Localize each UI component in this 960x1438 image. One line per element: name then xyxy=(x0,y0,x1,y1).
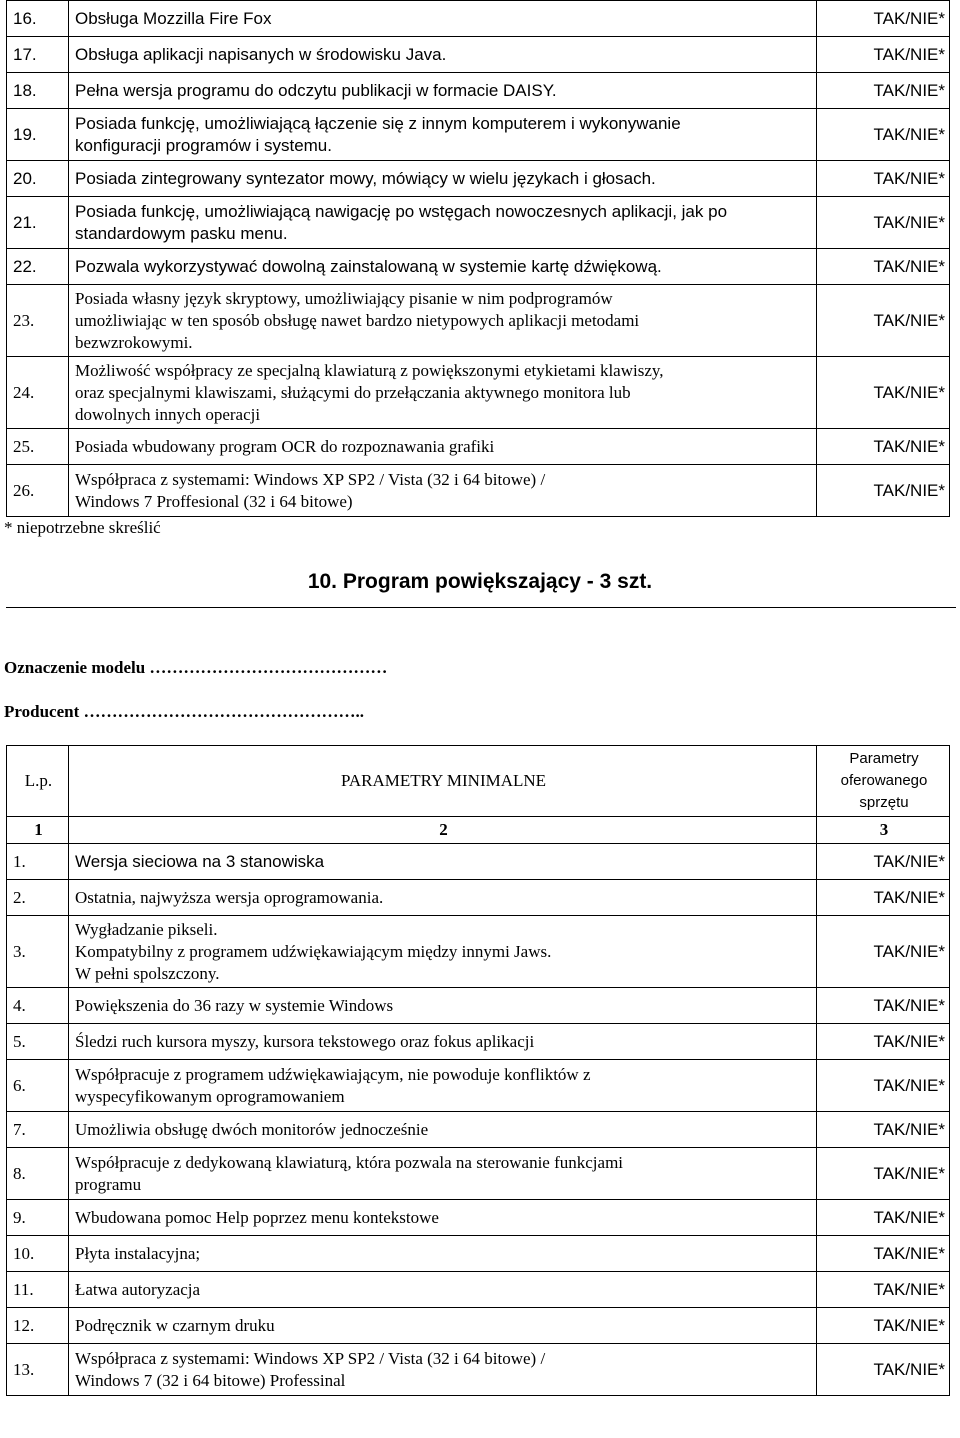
description-line: Podręcznik w czarnym druku xyxy=(75,1315,275,1335)
description-line: W pełni spolszczony. xyxy=(75,963,220,983)
row-number: 4. xyxy=(7,988,69,1024)
row-number: 24. xyxy=(7,357,69,429)
table-row xyxy=(7,1344,950,1396)
producer-label: Producent xyxy=(4,702,80,721)
row-value: TAK/NIE* xyxy=(817,988,950,1024)
table-row xyxy=(7,109,950,161)
description-line: dowolnych innych operacji xyxy=(75,404,261,424)
row-value: TAK/NIE* xyxy=(817,161,950,197)
row-number: 6. xyxy=(7,1060,69,1112)
description-line: oraz specjalnymi klawiszami, służącymi do przełączania aktywnego monitora lub xyxy=(75,382,631,402)
row-description xyxy=(69,465,817,517)
header-offered-line: sprzętu xyxy=(859,794,909,811)
description-line: Współpracuje z programem udźwiękawiającym, nie powoduje konfliktów z xyxy=(75,1064,591,1084)
row-number: 26. xyxy=(7,465,69,517)
header-lp: L.p. xyxy=(7,746,69,817)
description-line: Współpracuje z dedykowaną klawiaturą, która pozwala na sterowanie funkcjami xyxy=(75,1152,624,1172)
column-number-row xyxy=(7,817,950,844)
row-description xyxy=(69,109,817,161)
row-description xyxy=(69,357,817,429)
description-line: Wbudowana pomoc Help poprzez menu kontekstowe xyxy=(75,1207,439,1227)
table-row xyxy=(7,1,950,37)
row-number: 21. xyxy=(7,197,69,249)
row-description xyxy=(69,1344,817,1396)
table-row xyxy=(7,249,950,285)
description-line: Możliwość współpracy ze specjalną klawiaturą z powiększonymi etykietami klawiszy, xyxy=(75,360,664,380)
table-row xyxy=(7,429,950,465)
row-description xyxy=(69,1308,817,1344)
row-number: 13. xyxy=(7,1344,69,1396)
row-value: TAK/NIE* xyxy=(817,1272,950,1308)
description-line: Wygładzanie pikseli. xyxy=(75,919,218,939)
description-line: Umożliwia obsługę dwóch monitorów jednocześnie xyxy=(75,1119,429,1139)
table-row xyxy=(7,1060,950,1112)
row-number: 10. xyxy=(7,1236,69,1272)
row-value: TAK/NIE* xyxy=(817,1200,950,1236)
table-row xyxy=(7,37,950,73)
row-number: 17. xyxy=(7,37,69,73)
description-line: umożliwiając w ten sposób obsługę nawet bardzo nietypowych aplikacji metodami xyxy=(75,310,640,330)
description-line: Windows 7 (32 i 64 bitowe) Professinal xyxy=(75,1370,346,1390)
row-value: TAK/NIE* xyxy=(817,285,950,357)
row-description xyxy=(69,916,817,988)
row-description xyxy=(69,1112,817,1148)
description-line: Płyta instalacyjna; xyxy=(75,1243,201,1263)
section-title: 10. Program powiększający - 3 szt. xyxy=(307,570,653,593)
table-row xyxy=(7,1200,950,1236)
row-description xyxy=(69,880,817,916)
row-description xyxy=(69,197,817,249)
row-number: 5. xyxy=(7,1024,69,1060)
description-line: Posiada własny język skryptowy, umożliwiający pisanie w nim podprogramów xyxy=(75,288,613,308)
row-description xyxy=(69,988,817,1024)
row-value: TAK/NIE* xyxy=(817,1344,950,1396)
row-value: TAK/NIE* xyxy=(817,1024,950,1060)
description-line: Posiada funkcję, umożliwiającą nawigację po wstęgach nowoczesnych aplikacji, jak po xyxy=(75,201,728,221)
description-line: Łatwa autoryzacja xyxy=(75,1279,201,1299)
table-row xyxy=(7,1148,950,1200)
description-line: Windows 7 Proffesional (32 i 64 bitowe) xyxy=(75,491,353,511)
row-description xyxy=(69,161,817,197)
row-description xyxy=(69,249,817,285)
description-line: bezwzrokowymi. xyxy=(75,332,193,352)
description-line: Posiada wbudowany program OCR do rozpoznawania grafiki xyxy=(75,436,495,456)
row-description xyxy=(69,73,817,109)
table-row xyxy=(7,1236,950,1272)
row-value: TAK/NIE* xyxy=(817,465,950,517)
model-field xyxy=(4,657,960,701)
producer-field xyxy=(4,701,960,745)
producer-dots: ………………………………………….. xyxy=(79,702,364,721)
row-number: 23. xyxy=(7,285,69,357)
table-row xyxy=(7,1308,950,1344)
description-line: Pozwala wykorzystywać dowolną zainstalowaną w systemie kartę dźwiękową. xyxy=(75,256,662,276)
column-number: 3 xyxy=(817,817,950,844)
description-line: konfiguracji programów i systemu. xyxy=(75,135,332,155)
description-line: programu xyxy=(75,1174,142,1194)
description-line: Posiada zintegrowany syntezator mowy, mówiący w wielu językach i głosach. xyxy=(75,168,656,188)
requirements-table-2-body xyxy=(7,844,950,1396)
description-line: Obsługa Mozzilla Fire Fox xyxy=(75,8,272,28)
row-value: TAK/NIE* xyxy=(817,880,950,916)
row-description xyxy=(69,1200,817,1236)
column-number: 1 xyxy=(7,817,69,844)
table-row xyxy=(7,916,950,988)
table-row xyxy=(7,465,950,517)
row-description xyxy=(69,1,817,37)
row-description xyxy=(69,1148,817,1200)
row-number: 2. xyxy=(7,880,69,916)
row-value: TAK/NIE* xyxy=(817,1148,950,1200)
description-line: Śledzi ruch kursora myszy, kursora tekstowego oraz fokus aplikacji xyxy=(75,1031,535,1051)
row-number: 18. xyxy=(7,73,69,109)
footnote: * niepotrzebne skreślić xyxy=(4,518,161,537)
table-row xyxy=(7,1112,950,1148)
row-number: 19. xyxy=(7,109,69,161)
row-number: 11. xyxy=(7,1272,69,1308)
table-row xyxy=(7,1024,950,1060)
description-line: Powiększenia do 36 razy w systemie Windows xyxy=(75,995,394,1015)
header-offered-line: oferowanego xyxy=(840,772,928,789)
description-line: standardowym pasku menu. xyxy=(75,223,288,243)
row-number: 22. xyxy=(7,249,69,285)
row-number: 9. xyxy=(7,1200,69,1236)
row-number: 20. xyxy=(7,161,69,197)
table-row xyxy=(7,880,950,916)
header-offered-line: Parametry xyxy=(849,750,919,767)
row-description xyxy=(69,1272,817,1308)
row-number: 12. xyxy=(7,1308,69,1344)
table-row xyxy=(7,357,950,429)
table-row xyxy=(7,285,950,357)
row-value: TAK/NIE* xyxy=(817,1,950,37)
description-line: wyspecyfikowanym oprogramowaniem xyxy=(75,1086,345,1106)
table-row xyxy=(7,197,950,249)
row-description xyxy=(69,285,817,357)
description-line: Pełna wersja programu do odczytu publikacji w formacie DAISY. xyxy=(75,80,557,100)
row-value: TAK/NIE* xyxy=(817,109,950,161)
table-row xyxy=(7,844,950,880)
header-params: PARAMETRY MINIMALNE xyxy=(69,746,817,817)
description-line: Wersja sieciowa na 3 stanowiska xyxy=(75,851,325,871)
description-line: Współpraca z systemami: Windows XP SP2 / Vista (32 i 64 bitowe) / xyxy=(75,469,546,489)
table-row xyxy=(7,988,950,1024)
row-number: 16. xyxy=(7,1,69,37)
requirements-table-2 xyxy=(6,745,950,1396)
requirements-table-1 xyxy=(6,0,950,517)
blank-frame xyxy=(6,607,956,657)
row-value: TAK/NIE* xyxy=(817,1308,950,1344)
row-value: TAK/NIE* xyxy=(817,73,950,109)
row-value: TAK/NIE* xyxy=(817,1060,950,1112)
row-value: TAK/NIE* xyxy=(817,916,950,988)
row-value: TAK/NIE* xyxy=(817,429,950,465)
description-line: Kompatybilny z programem udźwiękawiającym między innymi Jaws. xyxy=(75,941,552,961)
description-line: Ostatnia, najwyższa wersja oprogramowania. xyxy=(75,887,384,907)
row-value: TAK/NIE* xyxy=(817,197,950,249)
row-number: 8. xyxy=(7,1148,69,1200)
row-description xyxy=(69,429,817,465)
column-number: 2 xyxy=(69,817,817,844)
row-number: 25. xyxy=(7,429,69,465)
model-label: Oznaczenie modelu xyxy=(4,658,146,677)
row-number: 1. xyxy=(7,844,69,880)
row-description xyxy=(69,1060,817,1112)
requirements-table-1-body xyxy=(7,1,950,517)
row-description xyxy=(69,844,817,880)
row-number: 7. xyxy=(7,1112,69,1148)
row-value: TAK/NIE* xyxy=(817,37,950,73)
table-row xyxy=(7,1272,950,1308)
description-line: Współpraca z systemami: Windows XP SP2 / Vista (32 i 64 bitowe) / xyxy=(75,1348,546,1368)
table-row xyxy=(7,161,950,197)
row-value: TAK/NIE* xyxy=(817,844,950,880)
table-row xyxy=(7,73,950,109)
row-value: TAK/NIE* xyxy=(817,249,950,285)
model-dots: …………………………………… xyxy=(145,658,388,677)
row-description xyxy=(69,37,817,73)
header-offered xyxy=(817,746,950,817)
description-line: Obsługa aplikacji napisanych w środowisku Java. xyxy=(75,44,447,64)
row-value: TAK/NIE* xyxy=(817,1112,950,1148)
row-value: TAK/NIE* xyxy=(817,357,950,429)
row-value: TAK/NIE* xyxy=(817,1236,950,1272)
row-description xyxy=(69,1236,817,1272)
description-line: Posiada funkcję, umożliwiającą łączenie się z innym komputerem i wykonywanie xyxy=(75,113,681,133)
table-header-row xyxy=(7,746,950,817)
row-number: 3. xyxy=(7,916,69,988)
row-description xyxy=(69,1024,817,1060)
